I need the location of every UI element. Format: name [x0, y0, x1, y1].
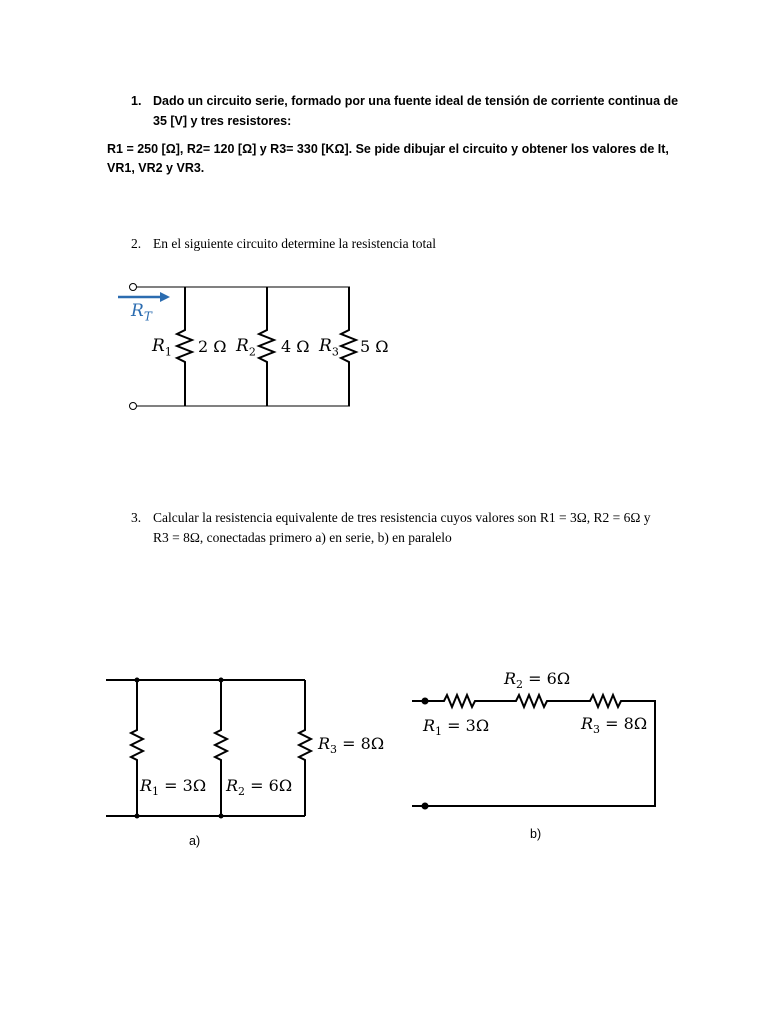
- fig-b-r3-sub: 3: [593, 723, 601, 737]
- fig-a-r1-sub: 1: [152, 785, 160, 799]
- r1-sub: 1: [164, 345, 172, 359]
- fig-a-r3-name: R: [318, 734, 331, 753]
- fig-b-r3-value: = 8Ω: [605, 714, 648, 733]
- fig-b-caption: b): [530, 827, 542, 841]
- question-1-line-4: VR1, VR2 y VR3.: [107, 161, 205, 175]
- r1-name: R: [152, 336, 165, 356]
- fig-b-r1-label: [423, 716, 489, 738]
- r3-name: R: [319, 336, 332, 356]
- r2-sub: 2: [248, 345, 256, 359]
- fig-b-r2-label: [504, 669, 570, 691]
- fig-b-r3-name: R: [581, 714, 594, 733]
- question-1-line-3: R1 = 250 [Ω], R2= 120 [Ω] y R3= 330 [KΩ]. Se pide dibujar el circuito y obtener los valores de It,: [107, 142, 669, 156]
- fig-b-r1-name: R: [423, 716, 436, 735]
- fig-b-r2-name: R: [504, 669, 517, 688]
- question-1-number: 1.: [131, 94, 142, 108]
- fig-a-r2-name: R: [226, 776, 239, 795]
- fig-b-r1-sub: 1: [435, 725, 443, 739]
- question-2-number: 2.: [131, 236, 142, 251]
- question-3-line-2: R3 = 8Ω, conectadas primero a) en serie, b) en paralelo: [153, 530, 452, 545]
- rt-label-letter: R: [131, 301, 144, 321]
- question-2-text: En el siguiente circuito determine la resistencia total: [153, 236, 437, 251]
- question-3-number: 3.: [131, 510, 142, 525]
- question-1-line-2: 35 [V] y tres resistores:: [153, 114, 292, 128]
- r3-value-q2: 5 Ω: [360, 337, 389, 356]
- fig-a-r1-name: R: [140, 776, 153, 795]
- fig-a-r3-sub: 3: [330, 743, 338, 757]
- fig-a-r1-value: = 3Ω: [164, 776, 207, 795]
- r2-name: R: [236, 336, 249, 356]
- fig-b-series-wire: [412, 695, 655, 806]
- fig-b-r1-value: = 3Ω: [447, 716, 490, 735]
- r3-sub: 3: [331, 345, 339, 359]
- r1-value-q2: 2 Ω: [198, 337, 227, 356]
- r2-value-q2: 4 Ω: [281, 337, 310, 356]
- fig-b-r3-label: [581, 714, 647, 736]
- fig-a-r3-value: = 8Ω: [342, 734, 385, 753]
- question-3-line-1: Calcular la resistencia equivalente de tres resistencia cuyos valores son R1 = 3Ω, R2 = 6Ω y: [153, 510, 651, 525]
- fig-a-r2-sub: 2: [238, 785, 246, 799]
- question-1-line-1: Dado un circuito serie, formado por una fuente ideal de tensión de corriente continua de: [153, 94, 679, 108]
- fig-a-caption: a): [189, 834, 201, 848]
- fig-b-r2-sub: 2: [516, 678, 524, 692]
- fig-a-r2-value: = 6Ω: [250, 776, 293, 795]
- rt-label-sub: T: [143, 309, 152, 324]
- fig-b-r2-value: = 6Ω: [528, 669, 571, 688]
